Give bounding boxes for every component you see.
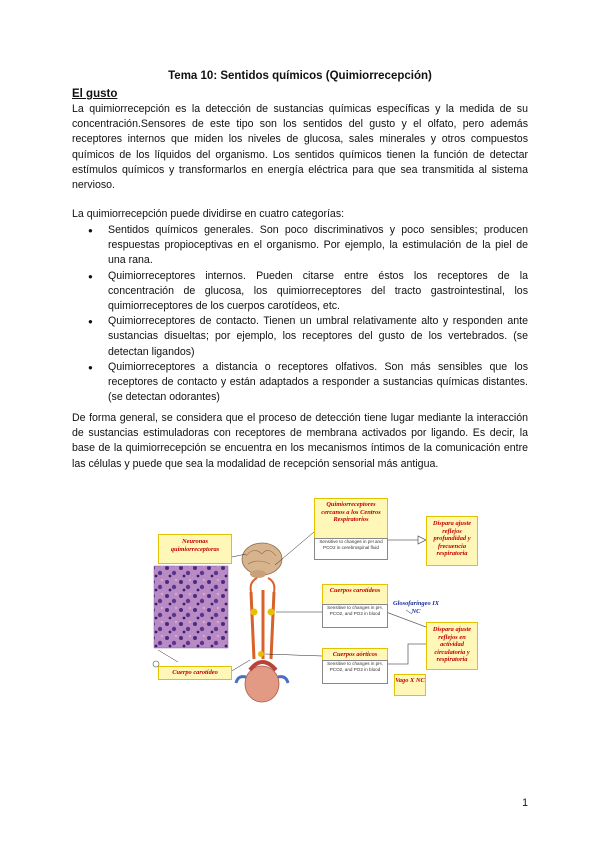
general-paragraph: De forma general, se considera que el proceso de detección tiene lugar mediante la interacción de sustancias estimuladoras con receptores de membrana activados por ligando. Es decir, la base de la quimiorrecepción se encuentra en los mecanismos íntimos de la comunicación entre las células y puede que sea la modalidad de recepción sensorial más antigua. [72,412,528,470]
list-item: ● Sentidos químicos generales. Son poco discriminativos y poco sensibles; producen respuestas propioceptivas en el organismo. Por ejemplo, la estimulación de la piel de una rana. [72,223,528,269]
list-item: ● Quimiorreceptores internos. Pueden citarse entre éstos los receptores de la concentración de glucosa, los quimiorreceptores del tracto gastrointestinal, los quimiorreceptores de los cuerpos carotídeos, etc. [72,269,528,315]
neuronas-label-box [158,534,232,564]
carotideos-title: Cuerpos carotídeos [329,587,381,594]
heart-icon [245,666,279,702]
list-item: ● Quimiorreceptores a distancia o receptores olfativos. Son más sensibles que los receptores de contacto y están adaptados a responder a sustancias químicas distantes. (se detectan odorantes) [72,360,528,406]
dispara-circ-box [426,622,478,670]
dispara-circ: Dispara ajuste reflejos en actividad circulatoria y respiratoria [432,626,472,664]
page-number: 1 [522,797,528,809]
vago-label: Vago X NC [395,677,425,684]
page-title: Tema 10: Sentidos químicos (Quimiorrecepción) [168,70,432,82]
categories-intro: La quimiorrecepción puede dividirse en cuatro categorías: [72,208,345,220]
glosofaringeo-label: Glosofaríngeo IX NC [393,600,439,615]
intro-paragraph: La quimiorrecepción es la detección de sustancias químicas específicas y la medida de su concentración.Sensores de este tipo son los sentidos del gusto y el olfato, pero además receptores internos que miden los niveles de glucosa, sales minerales y otros compuestos químicos de los líquidos del organismo. Los sentidos químicos tienen la función de detectar estímulos químicos y transformarlos en energía eléctrica para que sea transmitida al sistema nervioso. [72,103,528,192]
categories-list [72,223,528,405]
carotideos-text: Sensitive to changes in pH, PCO2, and PO2 in blood [322,604,388,628]
cuerpo-carotideo-label-box [158,666,232,680]
section-heading: El gusto [72,88,118,100]
carotideos-title-box [322,584,388,606]
centrales-text: Sensitive to changes in pH and PCO2 in cerebrospinal fluid [314,538,388,560]
aorticos-title: Cuerpos aórticos [332,651,378,658]
histology-image [154,566,228,648]
dispara-resp: Dispara ajuste reflejos profundidad y frecuencia respiratoria [432,520,472,558]
list-item: ● Quimiorreceptores de contacto. Tienen un umbral relativamente alto y responden ante sustancias disueltas; por ejemplo, los receptores del gusto de los vertebrados. (se detectan ligandos) [72,314,528,360]
vago-box [394,674,426,696]
brain-icon [242,543,282,575]
cuerpo-carotideo-label: Cuerpo carotídeo [172,669,218,676]
centrales-title: Quimiorreceptores cercanos a los Centros Respiratorios [321,501,381,524]
centrales-title-box [314,498,388,540]
neuronas-label: Neuronas quimiorreceptoras [170,538,220,553]
aorticos-text: Sensitive to changes in pH, PCO2, and PO2 in blood [322,660,388,684]
chemoreceptor-figure [150,494,480,710]
dispara-resp-box [426,516,478,566]
